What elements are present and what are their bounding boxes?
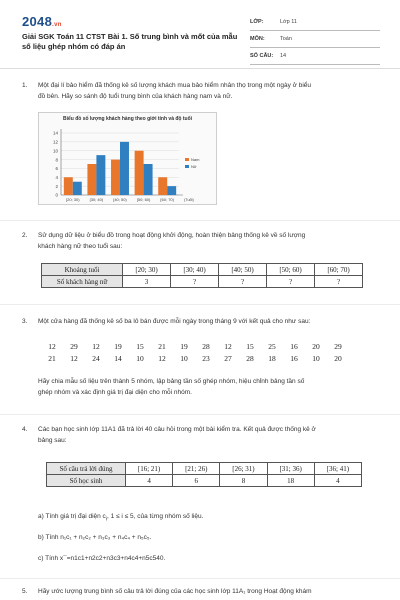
x-axis-unit: (Tuổi): [184, 198, 194, 202]
meta-row-class: LỚP: Lớp 11: [250, 14, 380, 31]
table-row: Số câu trả lời đúng [16; 21) [21; 26) [26; 31) [31; 36) [36; 41): [47, 463, 362, 475]
sales-data-grid: [41, 340, 349, 364]
y-tick-label: 10: [52, 148, 58, 154]
table-correct-answers: [46, 462, 362, 487]
customer-age-chart: [38, 112, 217, 205]
question-4a: a) Tính giá trị đại diện $c_i$, 1 ≤ i ≤ 5, của từng nhóm số liệu.: [38, 513, 204, 523]
bar-male: [135, 151, 144, 195]
question-4: 4. Các bạn học sinh lớp 11A1 đã trả lời 40 câu hỏi trong một bài kiểm tra. Kết quả được thống kê ở bảng sau:: [22, 426, 316, 444]
y-tick-label: 6: [55, 166, 58, 172]
question-5: 5. Hãy ước lượng trung bình số câu trả lời đúng của các học sinh lớp 11A₁ trong Hoạt động khám: [22, 588, 312, 595]
bar-male: [64, 177, 73, 195]
bar-female: [73, 182, 82, 195]
data-row-2: 21 12 24 14 10 12 10 23 27 28 18 16 10 20: [48, 353, 342, 363]
x-tick-label: [50; 60): [136, 197, 151, 202]
data-row-1: 12 29 12 19 15 21 19 28 12 15 25 16 20 29: [48, 341, 342, 351]
site-logo[interactable]: 2048.vn: [22, 14, 62, 29]
x-tick-label: [30; 40): [89, 197, 104, 202]
y-tick-label: 8: [55, 157, 58, 163]
bar-male: [111, 160, 120, 195]
question-3: 3. Một cửa hàng đã thống kê số ba lô bán được mỗi ngày trong tháng 9 với kết quả cho như sau:: [22, 318, 311, 325]
bar-female: [144, 164, 153, 195]
table-row: Số khách hàng nữ 3 ? ? ? ?: [42, 276, 363, 288]
bar-female: [120, 142, 129, 195]
question-2: 2. Sử dụng dữ liệu ở biểu đồ trong hoạt động khởi động, hoàn thiện bảng thống kê về số lượng khách hàng nữ theo tuổi sau:: [22, 232, 306, 250]
y-tick-label: 4: [55, 174, 58, 180]
divider: [0, 414, 400, 415]
question-4c: c) Tính x¯=n1c1+n2c2+n3c3+n4c4+n5c540.: [38, 555, 166, 562]
meta-row-subject: MÔN: Toán: [250, 31, 380, 48]
table-row: Số học sinh 4 6 8 18 4: [47, 475, 362, 487]
legend-label: Nữ: [191, 164, 197, 169]
meta-row-count: SỐ CÂU: 14: [250, 48, 380, 65]
divider: [0, 304, 400, 305]
bar-female: [96, 155, 105, 195]
divider: [0, 220, 400, 221]
bar-male: [158, 177, 167, 195]
question-1: 1. Một đại lí bảo hiểm đã thống kê số lượng khách mua bảo hiểm nhân thọ trong một ngày ở biểu đồ bên. Hãy so sánh độ tuổi trung bình của khách hàng nam và nữ.: [22, 82, 312, 100]
y-tick-label: 12: [52, 139, 58, 145]
header-divider: [0, 68, 400, 69]
table-female-customers: [41, 263, 363, 288]
meta-panel: [250, 14, 380, 65]
y-tick-label: 2: [55, 183, 58, 189]
x-tick-label: [20; 30): [66, 197, 80, 202]
y-tick-label: 14: [52, 130, 58, 136]
chart-title: Biểu đồ số lượng khách hàng theo giới tính và độ tuổi: [62, 116, 193, 122]
page-title: Giải SGK Toán 11 CTST Bài 1. Số trung bình và mốt của mẫu số liệu ghép nhóm có đáp án: [22, 32, 238, 51]
x-tick-label: [40; 50): [113, 197, 127, 202]
bar-female: [167, 186, 176, 195]
question-3-instructions: Hãy chia mẫu số liệu trên thành 5 nhóm, lập bảng tần số ghép nhóm, hiệu chỉnh bảng tần số ghép nhóm và xác định giá trị đại diện cho mỗi nhóm.: [38, 378, 305, 396]
legend-swatch: [185, 165, 189, 168]
x-tick-label: [60; 70): [160, 197, 174, 202]
divider: [0, 578, 400, 579]
chart-plot: [39, 113, 216, 204]
bar-male: [87, 164, 96, 195]
legend-label: Nam: [191, 157, 200, 162]
y-tick-label: 0: [55, 192, 58, 198]
question-4b: b) Tính n₁c₁ + n₂c₂ + n₃c₃ + n₄c₄ + n₅c₅.: [38, 534, 152, 541]
legend-swatch: [185, 158, 189, 161]
table-row: Khoảng tuổi [20; 30) [30; 40) [40; 50) [50; 60) [60; 70): [42, 264, 363, 276]
